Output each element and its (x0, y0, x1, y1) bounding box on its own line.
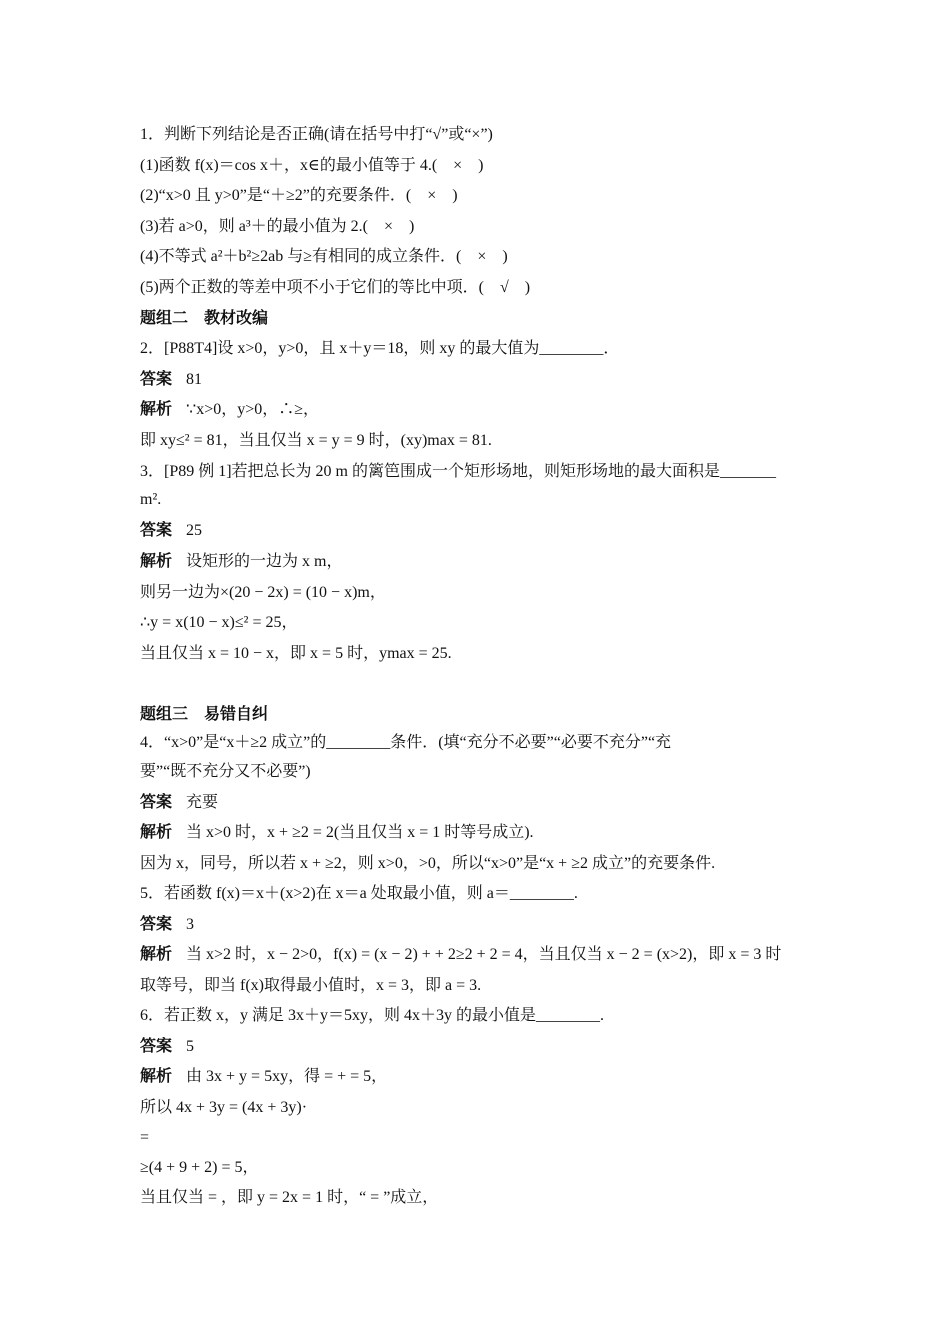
q1-item-1: (1)函数 f(x)＝cos x＋，x∈的最小值等于 4.( × ) (140, 157, 484, 174)
q2-analysis (140, 399, 319, 421)
q3-analysis (140, 551, 342, 573)
answer-value: 25 (186, 522, 203, 539)
analysis-text: 设矩形的一边为 x m， (186, 553, 343, 570)
q4-analysis (140, 822, 534, 844)
analysis-text: 当 x>0 时，x + ≥2 = 2(当且仅当 x = 1 时等号成立). (186, 824, 534, 841)
q5-question: 5．若函数 f(x)＝x＋(x>2)在 x＝a 处取最小值，则 a＝________. (140, 885, 578, 902)
q5-answer (140, 914, 194, 936)
q2-question: 2．[P88T4]设 x>0，y>0，且 x＋y＝18，则 xy 的最大值为________． (140, 340, 620, 357)
analysis-label: 解析 (140, 401, 173, 418)
group3-heading: 题组三 易错自纠 (140, 706, 269, 723)
q1-item-2: (2)“x>0 且 y>0”是“＋≥2”的充要条件．( × ) (140, 187, 458, 204)
q3-analysis-line: ∴y = x(10 − x)≤² = 25， (140, 614, 298, 631)
q6-answer (140, 1036, 194, 1058)
q6-analysis (140, 1066, 387, 1088)
q6-analysis-line: 当且仅当 = ，即 y = 2x = 1 时，“ = ”成立， (140, 1189, 439, 1206)
group2-heading: 题组二 教材改编 (140, 310, 269, 327)
analysis-text: 当 x>2 时，x − 2>0，f(x) = (x − 2) + + 2≥2 + 2 = 4，当且仅当 x − 2 = (x>2)，即 x = 3 时 (186, 946, 782, 963)
q6-analysis-line: = (140, 1129, 150, 1146)
answer-value: 5 (186, 1038, 195, 1055)
q6-analysis-line: 所以 4x + 3y = (4x + 3y)· (140, 1099, 308, 1116)
q3-question-cont: m². (140, 491, 162, 508)
analysis-text: 由 3x + y = 5xy，得 = + = 5， (186, 1068, 388, 1085)
q4-answer (140, 792, 218, 814)
q3-analysis-line: 则另一边为×(20 − 2x) = (10 − x)m， (140, 584, 386, 601)
answer-value: 81 (186, 371, 203, 388)
q3-answer (140, 520, 202, 542)
q1-item-4: (4)不等式 a²＋b²≥2ab 与≥有相同的成立条件．( × ) (140, 248, 508, 265)
answer-label: 答案 (140, 916, 173, 933)
answer-label: 答案 (140, 1038, 173, 1055)
analysis-label: 解析 (140, 1068, 173, 1085)
q2-answer (140, 369, 202, 391)
analysis-text: ∵x>0，y>0，∴≥， (186, 401, 320, 418)
analysis-label: 解析 (140, 553, 173, 570)
q4-question: 4．“x>0”是“x＋≥2 成立”的________条件．(填“充分不必要”“必要不充分”“充 (140, 734, 672, 751)
analysis-label: 解析 (140, 824, 173, 841)
q1-item-3: (3)若 a>0，则 a³＋的最小值为 2.( × ) (140, 218, 415, 235)
q3-analysis-line: 当且仅当 x = 10 − x，即 x = 5 时，ymax = 25. (140, 645, 452, 662)
q6-question: 6．若正数 x，y 满足 3x＋y＝5xy，则 4x＋3y 的最小值是________. (140, 1007, 605, 1024)
answer-label: 答案 (140, 371, 173, 388)
q1-intro: 1．判断下列结论是否正确(请在括号中打“√”或“×”) (140, 126, 493, 143)
analysis-label: 解析 (140, 946, 173, 963)
q6-analysis-line: ≥(4 + 9 + 2) = 5， (140, 1159, 259, 1176)
q5-analysis-line: 取等号，即当 f(x)取得最小值时，x = 3，即 a = 3. (140, 977, 482, 994)
q4-question-cont: 要”“既不充分又不必要”) (140, 763, 311, 780)
q5-analysis (140, 944, 781, 966)
answer-label: 答案 (140, 522, 173, 539)
q4-analysis-line: 因为 x，同号，所以若 x + ≥2，则 x>0，>0，所以“x>0”是“x + ≥2 成立”的充要条件. (140, 855, 716, 872)
answer-label: 答案 (140, 794, 173, 811)
answer-value: 3 (186, 916, 195, 933)
answer-value: 充要 (186, 794, 219, 811)
q3-question: 3．[P89 例 1]若把总长为 20 m 的篱笆围成一个矩形场地，则矩形场地的最大面积是_______ (140, 463, 777, 480)
q2-analysis-line: 即 xy≤² = 81，当且仅当 x = y = 9 时，(xy)max = 81. (140, 432, 492, 449)
q1-item-5: (5)两个正数的等差中项不小于它们的等比中项．( √ ) (140, 279, 531, 296)
